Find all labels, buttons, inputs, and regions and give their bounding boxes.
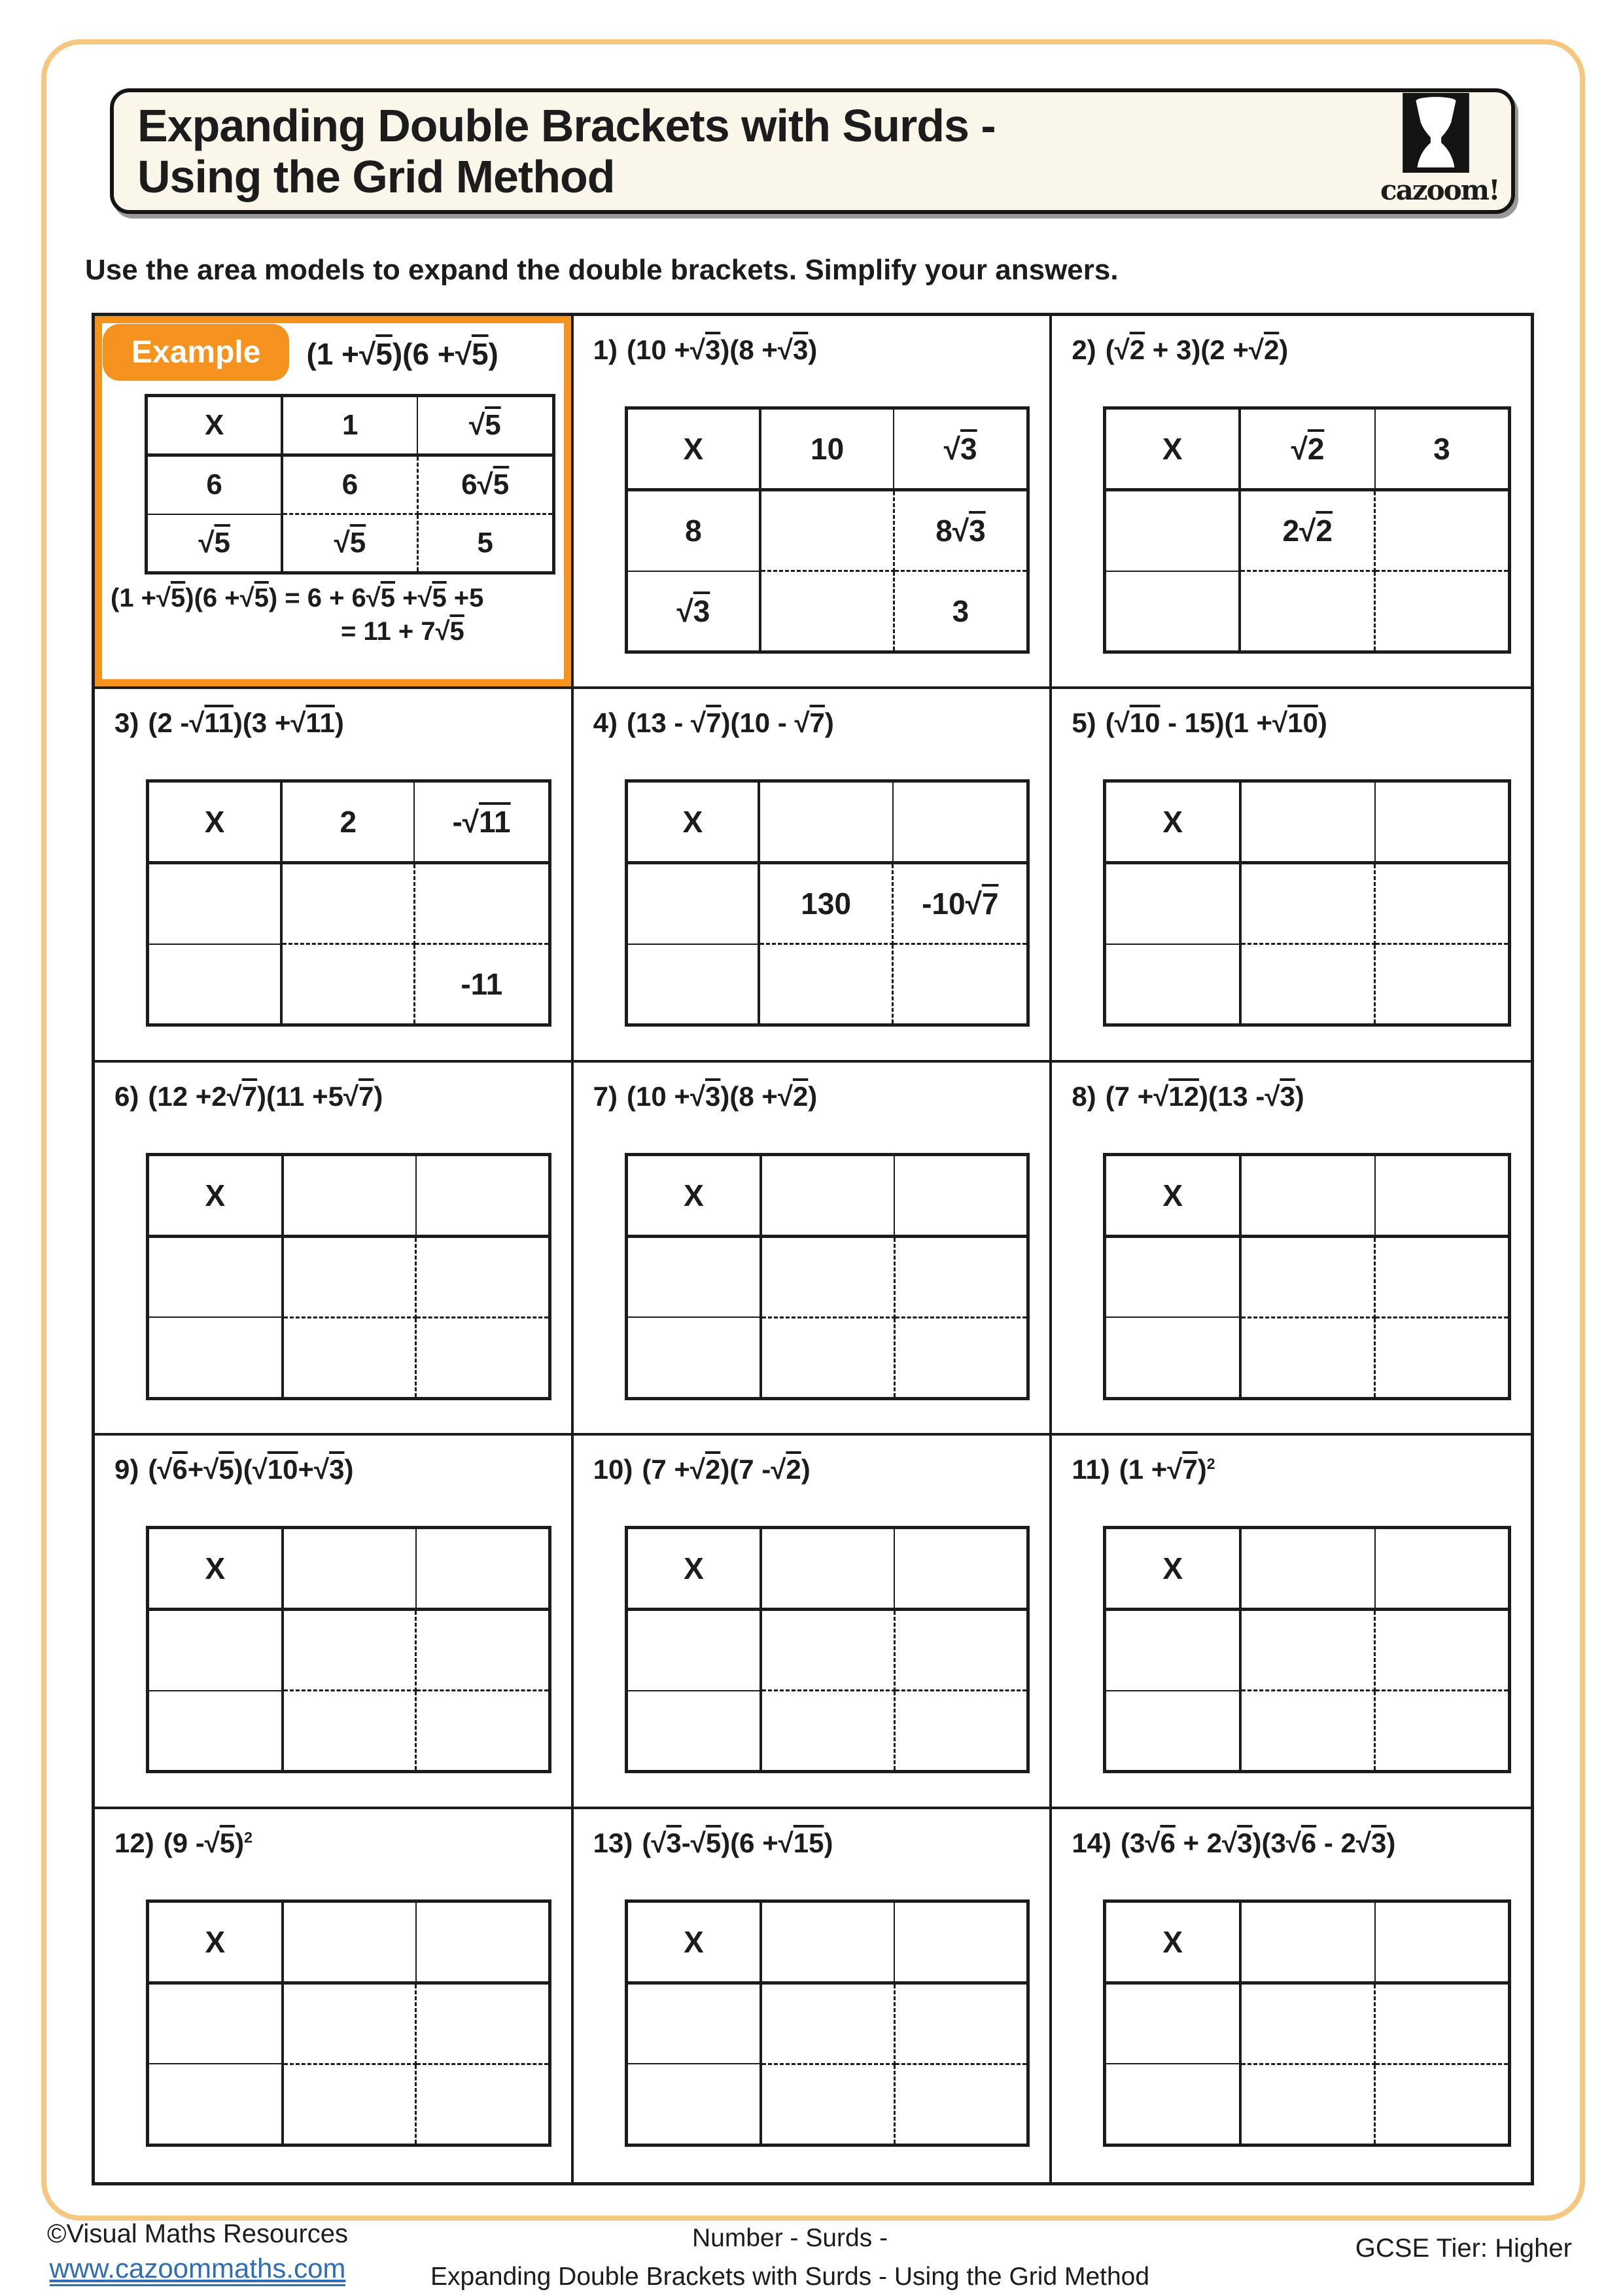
model-cell-row-label: √3 <box>626 571 760 652</box>
model-cell-value <box>761 2064 894 2145</box>
problems-grid <box>92 313 1534 2185</box>
problem-number: 3) <box>114 707 139 739</box>
model-cell-value <box>414 863 550 944</box>
model-cell-operator: X <box>148 1901 283 1983</box>
model-cell-value <box>1240 1983 1374 2064</box>
problem-cell <box>574 316 1053 689</box>
area-model-grid <box>625 779 1030 1027</box>
model-cell-value <box>894 1236 1028 1317</box>
model-cell-value <box>281 863 414 944</box>
model-cell-header: √3 <box>894 408 1028 490</box>
model-cell-row-label <box>148 1691 283 1772</box>
problem-number: 8) <box>1072 1081 1096 1112</box>
model-cell-row-label <box>626 863 759 944</box>
area-model-grid <box>625 1153 1030 1400</box>
model-cell-value <box>281 944 414 1025</box>
model-cell-value <box>283 1691 416 1772</box>
model-cell-header <box>416 1154 550 1236</box>
page-title <box>137 100 1380 203</box>
model-cell-value <box>1375 863 1510 944</box>
model-cell-value <box>1375 1236 1510 1317</box>
problem-expression: (3√6 + 2√3)(3√6 - 2√3) <box>1121 1828 1395 1859</box>
model-cell-row-label <box>148 2064 283 2145</box>
model-cell-row-label <box>148 1610 283 1691</box>
model-cell-row-label <box>1105 863 1240 944</box>
model-cell-header <box>893 781 1028 863</box>
model-cell-row-label <box>1105 1691 1240 1772</box>
area-model-grid <box>625 1899 1030 2147</box>
model-cell-value <box>894 1983 1028 2064</box>
model-cell-header: 10 <box>760 408 894 490</box>
model-cell-value <box>1375 1691 1510 1772</box>
problem-expression: (12 +2√7)(11 +5√7) <box>148 1081 383 1112</box>
model-cell-value <box>894 1691 1028 1772</box>
model-cell-value <box>1240 1236 1374 1317</box>
model-cell-row-label <box>626 1983 761 2064</box>
model-cell-header: √2 <box>1240 408 1375 490</box>
example-working-line1: (1 +√5)(6 +√5) = 6 + 6√5 +√5 +5 <box>111 584 555 613</box>
website-link[interactable]: www.cazoommaths.com <box>50 2253 346 2286</box>
model-cell-operator: X <box>148 1528 283 1610</box>
model-cell-value: 130 <box>759 863 892 944</box>
model-cell-value <box>894 1317 1028 1398</box>
area-model-grid <box>1103 1153 1511 1400</box>
model-cell-value <box>894 1610 1028 1691</box>
model-cell-header <box>1375 1528 1510 1610</box>
djembe-drum-icon <box>1402 93 1470 173</box>
model-cell-value <box>761 1691 894 1772</box>
problem-number: 5) <box>1072 707 1096 739</box>
model-cell-header: 1 <box>282 396 417 455</box>
problem-number: 14) <box>1072 1828 1111 1859</box>
model-cell-operator: X <box>1105 1154 1240 1236</box>
area-model-grid <box>146 1153 551 1400</box>
model-cell-value <box>761 1610 894 1691</box>
model-cell-value <box>1375 1317 1510 1398</box>
footer-topic-line1: Number - Surds - <box>430 2219 1149 2258</box>
model-cell-row-label <box>626 1691 761 1772</box>
model-cell-row-label <box>626 1236 761 1317</box>
area-model-grid <box>146 779 551 1027</box>
problem-cell <box>1052 1809 1531 2182</box>
model-cell-value <box>1375 1983 1510 2064</box>
model-cell-row-label <box>1105 1317 1240 1398</box>
model-cell-row-label <box>1105 571 1240 652</box>
area-model-grid <box>1103 406 1511 654</box>
model-cell-operator: X <box>148 1154 283 1236</box>
example-badge: Example <box>103 324 289 381</box>
example-cell <box>95 316 574 689</box>
model-cell-header <box>416 1901 550 1983</box>
model-cell-value <box>1375 571 1510 652</box>
area-model-grid <box>625 1526 1030 1773</box>
model-cell-header <box>283 1901 416 1983</box>
model-cell-value <box>416 1610 550 1691</box>
model-cell-header <box>1375 1154 1510 1236</box>
problem-expression: (9 -√5)$^2$ <box>164 1828 253 1859</box>
problem-expression: (7 +√2)(7 -√2) <box>642 1454 810 1485</box>
model-cell-value <box>283 1236 416 1317</box>
model-cell-row-label <box>148 944 282 1025</box>
problem-expression: (√2 + 3)(2 +√2) <box>1106 334 1289 366</box>
model-cell-value: 5 <box>417 514 553 573</box>
model-cell-value <box>283 1983 416 2064</box>
area-model-grid <box>1103 1899 1511 2147</box>
model-cell-value <box>416 1983 550 2064</box>
area-model-grid <box>1103 1526 1511 1773</box>
model-cell-row-label <box>626 944 759 1025</box>
model-cell-value <box>1375 490 1510 571</box>
problem-cell <box>95 1436 574 1809</box>
instruction-text: Use the area models to expand the double brackets. Simplify your answers. <box>85 254 1119 287</box>
model-cell-header <box>761 1154 894 1236</box>
model-cell-row-label: 6 <box>147 455 283 514</box>
problem-expression: (10 +√3)(8 +√3) <box>627 334 817 366</box>
model-cell-value: -10√7 <box>893 863 1028 944</box>
model-cell-header <box>1375 1901 1510 1983</box>
problem-number: 11) <box>1072 1454 1109 1485</box>
example-area-model <box>145 394 555 574</box>
model-cell-value: 8√3 <box>894 490 1028 571</box>
area-model-grid <box>1103 779 1511 1027</box>
problem-expression: (√10 - 15)(1 +√10) <box>1106 707 1327 739</box>
model-cell-row-label <box>626 1317 761 1398</box>
model-cell-header <box>761 1901 894 1983</box>
model-cell-value <box>894 2064 1028 2145</box>
model-cell-value <box>416 1691 550 1772</box>
model-cell-header <box>1240 1154 1374 1236</box>
problem-number: 1) <box>593 334 618 366</box>
cazoom-logo <box>1380 93 1492 206</box>
model-cell-value: 2√2 <box>1240 490 1375 571</box>
problem-cell <box>95 1063 574 1436</box>
problem-expression: $(1 +√7)^2$ <box>1119 1454 1215 1485</box>
footer-topic-line2: Expanding Double Brackets with Surds - Using the Grid Method <box>430 2258 1149 2296</box>
problem-expression: (7 +√12)(13 -√3) <box>1106 1081 1304 1112</box>
model-cell-row-label <box>148 1983 283 2064</box>
model-cell-header <box>1240 1528 1374 1610</box>
model-cell-header <box>761 1528 894 1610</box>
problem-number: 6) <box>114 1081 139 1112</box>
footer-left <box>47 2219 348 2286</box>
model-cell-value <box>1240 571 1375 652</box>
model-cell-value: √5 <box>282 514 417 573</box>
problem-cell <box>574 1436 1053 1809</box>
model-cell-header <box>416 1528 550 1610</box>
worksheet-header <box>110 88 1515 214</box>
problem-cell <box>95 689 574 1062</box>
model-cell-value <box>416 1236 550 1317</box>
model-cell-row-label <box>148 863 282 944</box>
model-cell-header: 2 <box>281 781 414 863</box>
problem-number: 10) <box>593 1454 633 1485</box>
model-cell-row-label <box>626 1610 761 1691</box>
model-cell-header: 3 <box>1375 408 1510 490</box>
model-cell-value <box>761 1236 894 1317</box>
problem-expression: (√6+√5)(√10+√3) <box>148 1454 353 1485</box>
model-cell-header <box>894 1901 1028 1983</box>
problem-number: 7) <box>593 1081 618 1112</box>
model-cell-header <box>1375 781 1510 863</box>
model-cell-operator: X <box>1105 1901 1240 1983</box>
model-cell-operator: X <box>626 1154 761 1236</box>
problem-cell <box>574 1809 1053 2182</box>
model-cell-header <box>283 1154 416 1236</box>
model-cell-header: √5 <box>417 396 553 455</box>
model-cell-value: 6 <box>282 455 417 514</box>
area-model-grid <box>146 1899 551 2147</box>
problem-expression: (√3-√5)(6 +√15) <box>642 1828 833 1859</box>
model-cell-value <box>759 944 892 1025</box>
model-cell-operator: X <box>626 781 759 863</box>
model-cell-header <box>759 781 892 863</box>
model-cell-header <box>1240 781 1374 863</box>
tier-label: GCSE Tier: Higher <box>1355 2234 1572 2263</box>
model-cell-value <box>283 1610 416 1691</box>
model-cell-operator: X <box>148 781 282 863</box>
footer-center <box>430 2219 1149 2296</box>
model-cell-value <box>1240 944 1374 1025</box>
model-cell-value <box>416 2064 550 2145</box>
model-cell-value: -11 <box>414 944 550 1025</box>
model-cell-operator: X <box>1105 781 1240 863</box>
model-cell-header <box>1240 1901 1374 1983</box>
example-expression: (1 +√5)(6 +√5) <box>306 336 498 372</box>
area-model-grid <box>625 406 1030 654</box>
problem-number: 9) <box>114 1454 139 1485</box>
problem-number: 13) <box>593 1828 633 1859</box>
model-cell-header: -√11 <box>414 781 550 863</box>
model-cell-operator: X <box>1105 1528 1240 1610</box>
model-cell-value <box>1240 2064 1374 2145</box>
model-cell-header <box>894 1154 1028 1236</box>
model-cell-operator: X <box>626 408 760 490</box>
model-cell-value <box>761 1983 894 2064</box>
model-cell-value <box>1240 1610 1374 1691</box>
problem-expression: (10 +√3)(8 +√2) <box>627 1081 817 1112</box>
problem-number: 4) <box>593 707 618 739</box>
model-cell-row-label: 8 <box>626 490 760 571</box>
problem-cell <box>1052 689 1531 1062</box>
model-cell-operator: X <box>626 1901 761 1983</box>
model-cell-row-label <box>148 1317 283 1398</box>
problem-cell <box>574 689 1053 1062</box>
model-cell-value <box>283 1317 416 1398</box>
model-cell-value <box>416 1317 550 1398</box>
problem-expression: (13 - √7)(10 - √7) <box>627 707 834 739</box>
area-model-grid <box>146 1526 551 1773</box>
model-cell-row-label <box>626 2064 761 2145</box>
cazoom-logo-text: cazoom! <box>1380 174 1492 206</box>
model-cell-row-label: √5 <box>147 514 283 573</box>
problem-expression: (2 -√11)(3 +√11) <box>148 707 343 739</box>
problem-number: 12) <box>114 1828 154 1859</box>
copyright-text: ©Visual Maths Resources <box>47 2219 348 2249</box>
model-cell-row-label <box>1105 1983 1240 2064</box>
model-cell-operator: X <box>626 1528 761 1610</box>
model-cell-row-label <box>148 1236 283 1317</box>
model-cell-value <box>893 944 1028 1025</box>
problem-cell <box>1052 316 1531 689</box>
model-cell-value <box>1375 2064 1510 2145</box>
model-cell-value: 3 <box>894 571 1028 652</box>
model-cell-value: 6√5 <box>417 455 553 514</box>
model-cell-row-label <box>1105 490 1240 571</box>
model-cell-value <box>1240 863 1374 944</box>
problem-cell <box>95 1809 574 2182</box>
page-title-line2: Using the Grid Method <box>137 151 1380 202</box>
model-cell-row-label <box>1105 1610 1240 1691</box>
model-cell-value <box>761 1317 894 1398</box>
model-cell-value <box>760 571 894 652</box>
model-cell-value <box>1375 1610 1510 1691</box>
model-cell-value <box>1375 944 1510 1025</box>
model-cell-value <box>1240 1317 1374 1398</box>
problem-cell <box>1052 1436 1531 1809</box>
example-working-line2: = 11 + 7√5 <box>341 617 555 646</box>
model-cell-header <box>894 1528 1028 1610</box>
model-cell-header <box>283 1528 416 1610</box>
model-cell-value <box>283 2064 416 2145</box>
model-cell-row-label <box>1105 1236 1240 1317</box>
model-cell-row-label <box>1105 2064 1240 2145</box>
model-cell-operator: X <box>1105 408 1240 490</box>
problem-number: 2) <box>1072 334 1096 366</box>
model-cell-value <box>760 490 894 571</box>
page-title-line1: Expanding Double Brackets with Surds - <box>137 100 1380 151</box>
problem-cell <box>574 1063 1053 1436</box>
model-cell-row-label <box>1105 944 1240 1025</box>
model-cell-operator: X <box>147 396 283 455</box>
model-cell-value <box>1240 1691 1374 1772</box>
problem-cell <box>1052 1063 1531 1436</box>
